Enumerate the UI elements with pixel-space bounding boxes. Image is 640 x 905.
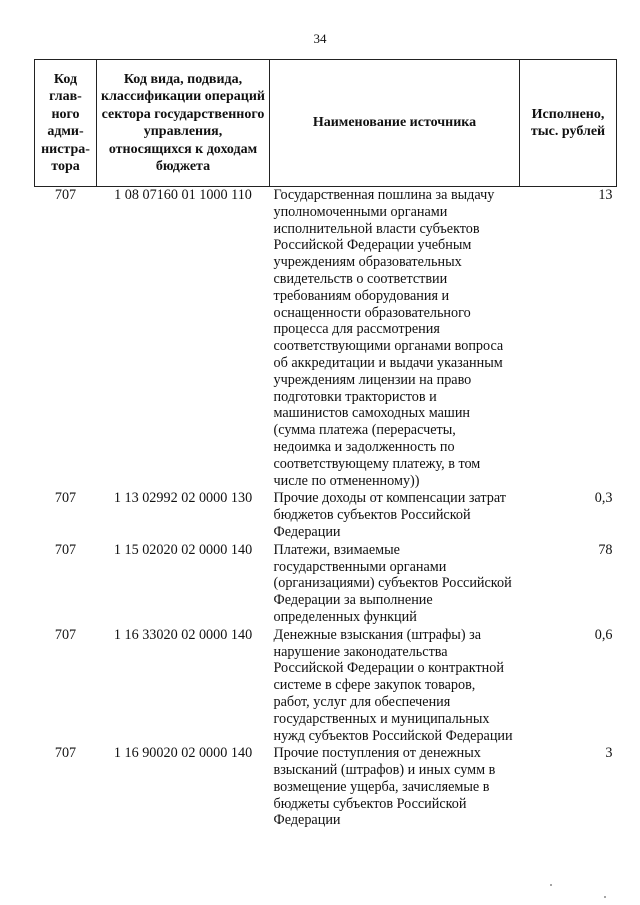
admin-code-cell: 707: [54, 626, 77, 643]
admin-code-cell: 707: [54, 745, 77, 762]
table-header-row: [35, 60, 617, 187]
table-row: [35, 745, 617, 830]
revenue-table: [34, 59, 617, 830]
header-admin-code: Код глав-ного адми-нистра-тора: [35, 60, 97, 187]
admin-code-cell: 707: [54, 187, 77, 203]
header-kbk-code: Код вида, подвида, классификации операций сектора государственного управления, относящихся к доходам бюджета: [97, 60, 270, 187]
amount-cell: 78: [598, 541, 613, 558]
header-source-name: Наименование источника: [270, 60, 520, 187]
kbk-code-cell: 1 13 02992 02 0000 130: [113, 490, 253, 507]
source-name-cell: Денежные взыскания (штрафы) за нарушение законодательства Российской Федерации о контрактной системе в сфере закупок товаров, работ, услуг для обеспечения государственных и муниципальных нужд субъектов Российской Федерации: [273, 626, 513, 744]
kbk-code-cell: 1 16 90020 02 0000 140: [113, 745, 253, 762]
amount-cell: 0,3: [594, 490, 613, 507]
header-amount: Исполнено, тыс. рублей: [520, 60, 617, 187]
page-number: 34: [313, 31, 327, 46]
amount-cell: 13: [598, 187, 613, 203]
kbk-code-cell: 1 16 33020 02 0000 140: [113, 626, 253, 643]
amount-cell: 0,6: [594, 626, 613, 643]
table-row: [35, 542, 617, 627]
source-name-cell: Платежи, взимаемые государственными органами (организациями) субъектов Российской Федерации за выполнение определенных функций: [273, 541, 512, 625]
admin-code-cell: 707: [54, 541, 77, 558]
source-name-cell: Государственная пошлина за выдачу уполномоченными органами исполнительной власти субъектов Российской Федерации учебным учреждениям образовательных свидетельств о соответствии требованиям оборудования и оснащенности образовательного процесса для рассмотрения соответствующими органами вопроса об аккредитации и выдачи указанным учреждениям лицензии на право подготовки трактористов и машинистов самоходных машин (сумма платежа (перерасчеты, недоимка и задолженность по соответствующему платежу, в том числе по отмененному)): [273, 187, 504, 489]
scan-speck: [550, 884, 552, 886]
table-row: [35, 490, 617, 541]
kbk-code-cell: 1 08 07160 01 1000 110: [114, 187, 252, 203]
admin-code-cell: 707: [54, 490, 77, 507]
kbk-code-cell: 1 15 02020 02 0000 140: [113, 541, 253, 558]
source-name-cell: Прочие доходы от компенсации затрат бюджетов субъектов Российской Федерации: [273, 490, 506, 540]
table-row: [35, 187, 617, 491]
source-name-cell: Прочие поступления от денежных взысканий (штрафов) и иных сумм в возмещение ущерба, зачисляемые в бюджеты субъектов Российской Федерации: [273, 745, 496, 829]
scan-speck: [604, 896, 606, 898]
amount-cell: 3: [605, 745, 613, 762]
table-row: [35, 627, 617, 746]
